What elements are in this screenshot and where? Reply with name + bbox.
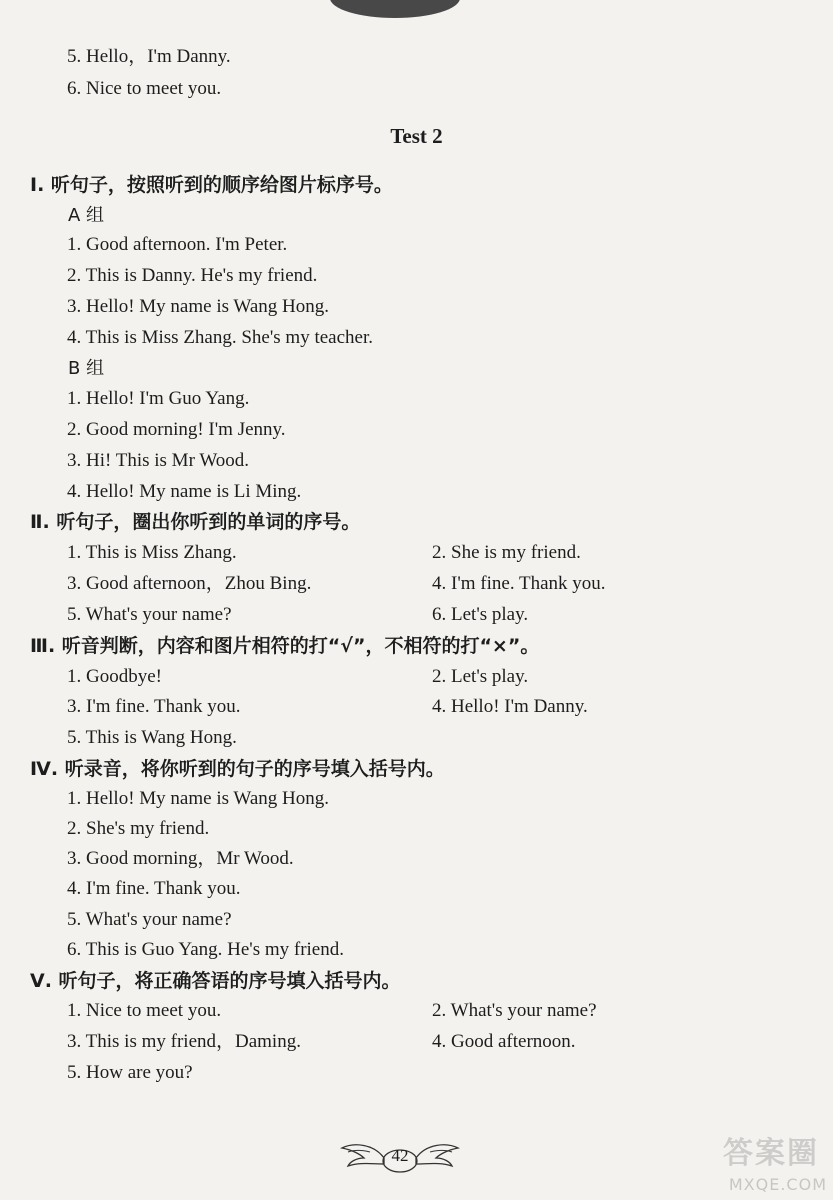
section-heading-1: Ⅰ. 听句子，按照听到的顺序给图片标序号。 bbox=[30, 174, 393, 196]
group-label-b: B 组 bbox=[68, 358, 105, 379]
list-item: 1. Nice to meet you. bbox=[67, 1000, 222, 1021]
list-item: 3. Hello! My name is Wang Hong. bbox=[67, 296, 329, 317]
list-item: 4. I'm fine. Thank you. bbox=[432, 573, 606, 594]
list-item: 5. What's your name? bbox=[67, 604, 232, 625]
list-item: 1. Goodbye! bbox=[67, 666, 162, 687]
list-item: 5. What's your name? bbox=[67, 909, 232, 930]
section-heading-4: Ⅳ. 听录音，将你听到的句子的序号填入括号内。 bbox=[30, 758, 445, 780]
section-heading-3: Ⅲ. 听音判断，内容和图片相符的打“√”，不相符的打“×”。 bbox=[30, 635, 540, 657]
watermark-logo: 答案圈 bbox=[723, 1136, 819, 1171]
list-item: 4. Hello! My name is Li Ming. bbox=[67, 481, 302, 502]
section-heading-5: Ⅴ. 听句子，将正确答语的序号填入括号内。 bbox=[30, 970, 401, 992]
list-item: 1. Hello! My name is Wang Hong. bbox=[67, 788, 329, 809]
list-item: 4. I'm fine. Thank you. bbox=[67, 878, 241, 899]
list-item: 2. She's my friend. bbox=[67, 818, 210, 839]
list-item: 5. This is Wang Hong. bbox=[67, 727, 237, 748]
list-item: 3. Good afternoon，Zhou Bing. bbox=[67, 573, 312, 594]
list-item: 5. How are you? bbox=[67, 1062, 193, 1083]
list-item: 4. Hello! I'm Danny. bbox=[432, 696, 588, 717]
list-item: 3. Good morning，Mr Wood. bbox=[67, 848, 294, 869]
list-item: 4. Good afternoon. bbox=[432, 1031, 576, 1052]
group-label-a: A 组 bbox=[68, 205, 105, 226]
intro-line: 5. Hello，I'm Danny. bbox=[67, 46, 231, 67]
intro-line: 6. Nice to meet you. bbox=[67, 78, 222, 99]
site-watermark bbox=[687, 1126, 827, 1196]
list-item: 1. Hello! I'm Guo Yang. bbox=[67, 388, 250, 409]
page-number-ornament bbox=[340, 1134, 460, 1178]
list-item: 1. Good afternoon. I'm Peter. bbox=[67, 234, 288, 255]
test-title: Test 2 bbox=[390, 124, 443, 148]
list-item: 2. She is my friend. bbox=[432, 542, 581, 563]
list-item: 2. This is Danny. He's my friend. bbox=[67, 265, 318, 286]
section-heading-2: Ⅱ. 听句子，圈出你听到的单词的序号。 bbox=[30, 511, 361, 533]
list-item: 6. This is Guo Yang. He's my friend. bbox=[67, 939, 344, 960]
list-item: 3. This is my friend，Daming. bbox=[67, 1031, 301, 1052]
list-item: 2. Let's play. bbox=[432, 666, 529, 687]
list-item: 3. Hi! This is Mr Wood. bbox=[67, 450, 249, 471]
binding-shadow bbox=[330, 0, 460, 18]
list-item: 2. Good morning! I'm Jenny. bbox=[67, 419, 286, 440]
list-item: 1. This is Miss Zhang. bbox=[67, 542, 237, 563]
watermark-site: MXQE.COM bbox=[728, 1175, 827, 1194]
page-number: 42 bbox=[391, 1146, 409, 1165]
list-item: 3. I'm fine. Thank you. bbox=[67, 696, 241, 717]
list-item: 6. Let's play. bbox=[432, 604, 529, 625]
list-item: 2. What's your name? bbox=[432, 1000, 597, 1021]
list-item: 4. This is Miss Zhang. She's my teacher. bbox=[67, 327, 373, 348]
